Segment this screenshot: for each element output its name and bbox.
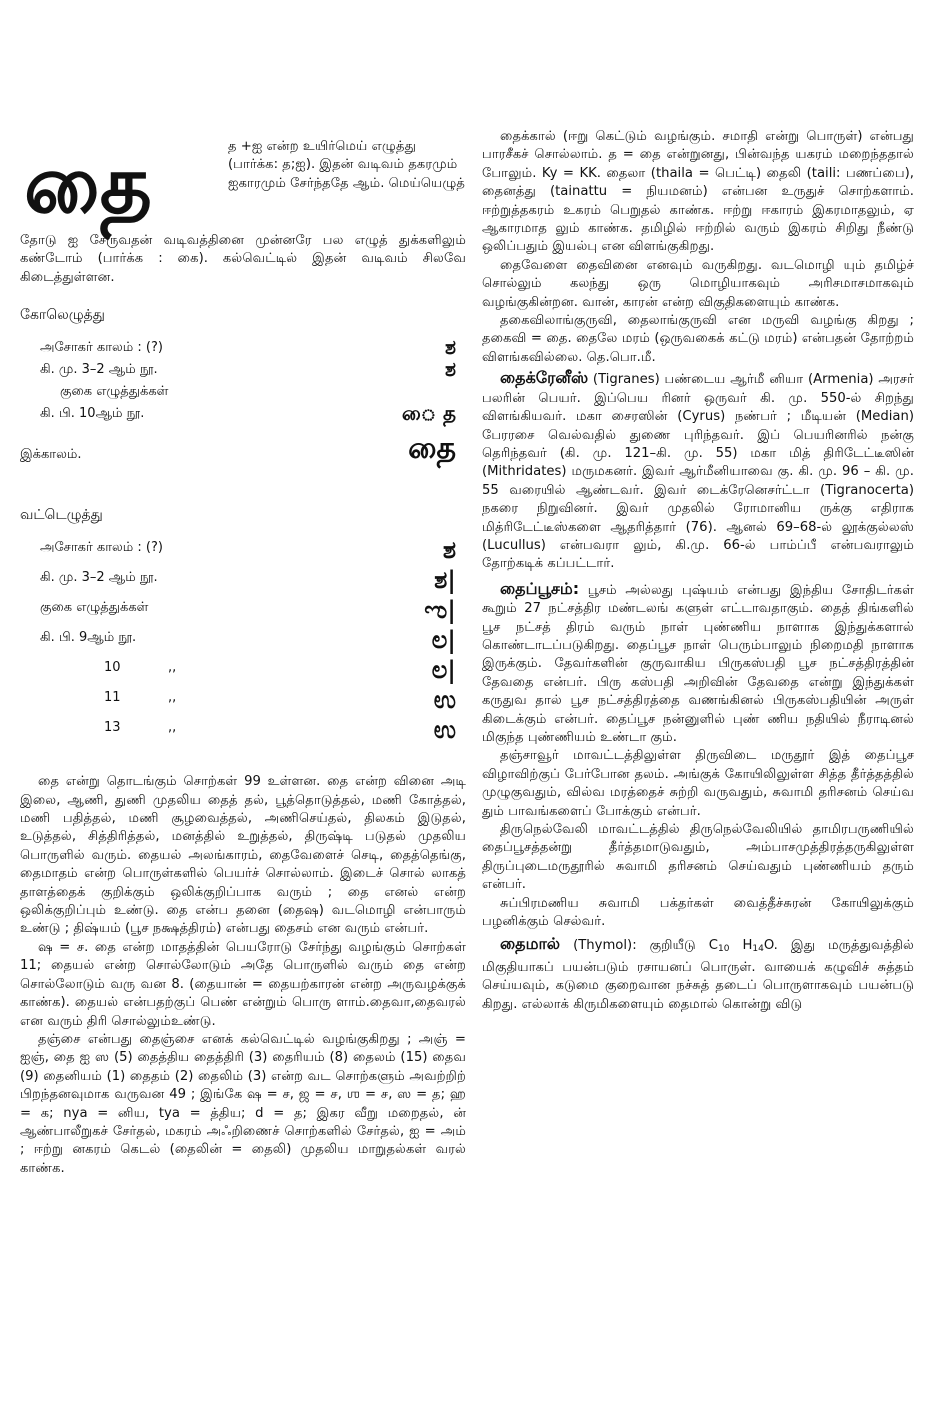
- vattu-row: [20, 687, 466, 717]
- script-glyph: ಶ: [445, 335, 456, 360]
- letter-entry: [20, 138, 466, 1178]
- subscript: 10: [717, 944, 730, 955]
- vattu-row-label: கி. மு. 3–2 ஆம் நூ.: [40, 570, 158, 586]
- entry-tigranes: [482, 369, 914, 573]
- kol-row-label: அசோகர் காலம் : (?): [40, 340, 163, 356]
- body-paragraph: சுப்பிரமணிய சுவாமி பக்தர்கள் வைத்தீச்சுரன் கோயிலுக்கும் பழனிக்கும் செல்வர்.: [482, 895, 914, 930]
- vattu-row: [20, 657, 466, 687]
- drop-cap-block: [20, 138, 466, 234]
- entry-heading: தைக்ரேனீஸ்: [500, 368, 589, 388]
- vattu-row: [20, 537, 466, 567]
- kol-row: [20, 403, 466, 425]
- body-paragraph: தைக்கால் (ஈறு கெட்டும் வழங்கும். சமாதி என்று பொருள்) என்பது பாரசீகச் சொல்லாம். த = தை என்றுனது, பின்வந்த யகரம் மறைந்ததால் போலும். Ky = KK. தைலா (thaila = பெட்டி) தைலி (taili: பணப்பை), தைனத்து (tainattu = நியமனம்) என்பன உருதுச் சொற்களாம். ஈற்றுத்தகரம் உகரம் பெறுதல் காண்க. ஈற்று ஈகாரம் இகரமாதலும், ஏ ஆகாரமாத லும் காண்க. தமிழில் ஈற்றில் வரும் இகரம் சிறிது நீண்டு ஒலிப்பதும் இயல்பு என விளங்குகிறது.: [482, 129, 914, 255]
- body-paragraph: தகைவிலாங்குருவி, தைலாங்குருவி என மருவி வழங்கு கிறது ; தகைவி = தை. தைலே மரம் (ஒருவகைக் கட்டு மரம்) என்பதன் தோற்றம் விளங்கவில்லை. தெ.பொ.மீ.: [482, 313, 914, 365]
- intro-continuation: தோடு ஐ சேருவதன் வடிவத்தினை முன்னரே பல எழுத் துக்களிலும் கண்டோம் (பார்க்க : கை). கல்வெட்டில் இதன் வடிவம் சிலவே கிடைத்துள்ளன.: [20, 233, 466, 285]
- modern-label: இக்காலம்.: [20, 447, 82, 463]
- intro-paragraph: த +ஐ என்ற உயிர்மெய் எழுத்து (பார்க்க: த;ஐ). இதன் வடிவம் தகரமும் ஐகாரமும் சேர்ந்ததே ஆம். மெய்யெழுத்: [228, 139, 466, 191]
- vattu-row: [20, 597, 466, 627]
- script-glyph: ಉ: [433, 715, 456, 745]
- kol-table: [20, 337, 466, 471]
- kol-row: [20, 359, 466, 381]
- script-glyph: ಌ|: [424, 595, 456, 625]
- entry-heading: தைமால்: [500, 934, 561, 954]
- body-paragraph: தஞ்சாவூர் மாவட்டத்திலுள்ள திருவிடை மருதூர் இத் தைப்பூச விழாவிற்குப் பேர்போன தலம். அங்குக் கோயிலிலுள்ள சித்த தீர்த்தத்தில் முழுகுவதும், வில்வ மரத்தைச் சுற்றி வருவதும், சுவாமி தரிசனம் செய்வ தும் பாவங்களைப் போக்கும் என்பர்.: [482, 748, 914, 819]
- vattu-table: [20, 537, 466, 747]
- script-glyph: ಶ|: [434, 565, 456, 595]
- body-paragraph: தைவேளை தைவினை எனவும் வருகிறது. வடமொழி யும் தமிழ்ச் சொல்லும் கலந்து ஒரு மொழியாகவும் அரிசமாசமாகவும் வழங்குகின்றன. வான், காரன் என்ற விகுதிகளையும் காண்க.: [482, 257, 914, 310]
- vattu-row: [20, 717, 466, 747]
- entry-text: பூசம் அல்லது புஷ்யம் என்பது இந்திய சோதிடர்கள் கூறும் 27 நட்சத்திர மண்டலங் களுள் எட்டாவதாகும். தைத் திங்களில் பூச நட்சத் திரம் வரும் நாள் புண்ணிய நாளாக இந்துக்களால் கொண்டாடப்படுகிறது. தைப்பூச நாள் பெரும்பாலும் நிறைமதி நாளாக இருக்கும். தேவர்களின் குருவாகிய பிருகஸ்பதி பூச நட்சத்திரத்தின் தேவதை என்பர். பிரு கஸ்பதி அறிவின் தேவதை என்று இந்துக்கள் கருதுவ தால் பூச நட்சத்திரத்தை வணங்கினல் பிருகஸ்பதியின் அருள் கிடைக்கும் என்பர். தைப்பூச நன்னுளில் புண் ணிய நதியில் நீராடினல் மிகுந்த புண்ணியம் உண்டா கும்.: [482, 582, 914, 745]
- body-paragraph: திருநெல்வேலி மாவட்டத்தில் திருநெல்வேலியில் தாமிரபருணியில் தைப்பூசத்தன்று தீர்த்தமாடுவதும், அம்பாசமுத்திரத்தருகிலுள்ள திருப்புடைமருதூரில் சுவாமி தரிசனம் செய்வதும் புண்ணியம் தரும் என்பர்.: [482, 822, 914, 893]
- century-number: 11: [104, 690, 121, 706]
- ditto-mark: ,,: [168, 690, 177, 706]
- vattu-row-label: அசோகர் காலம் : (?): [40, 540, 163, 556]
- entry-thaipoosam: [482, 580, 914, 748]
- kol-row: [20, 337, 466, 359]
- century-number: 13: [104, 720, 121, 736]
- drop-cap-text: [228, 138, 466, 193]
- entry-text: (Tigranes) பண்டைய ஆர்மீ னியா (Armenia) அரசர் பலரின் பெயர். இப்பெய ரினர் ஒருவர் கி. மு. 550-ல் சிறந்து விளங்கியவர். மகா சைரஸின் (Cyrus) நண்பர் ; மீடியன் (Median) பேரரசை வெல்வதில் துணை புரிந்தவர். இப் பெயரினரில் நன்கு தெரிந்தவர் (கி. மு. 121–கி. மு. 55) மகா மித் திரிடேட்டீஸின் (Mithridates) மருமகனர். இவர் ஆர்மீனியாவை கு. கி. மு. 96 – கி. மு. 55 வரையில் ஆண்டவர். இவர் டைக்ரேனெசர்ட்டா (Tigranocerta) நகரை நிறுவினர். இவர் முதலில் ரோமானிய ருக்கு எதிராக மித்ரிடேட்டீஸ்களை ஆதரித்தார் (76). ஆனல் 69–68-ல் லூக்குல்லஸ் (Lucullus) என்பவரா லும், கி.மு. 66-ல் பாம்ப்பீ என்பவராலும் தோற்கடிக் கப்பட்டார்.: [482, 372, 914, 572]
- script-glyph: ಲ|: [431, 625, 456, 655]
- script-glyph: ಉ: [433, 685, 456, 715]
- vattu-row: [20, 567, 466, 597]
- script-glyph: ಶ: [442, 535, 456, 565]
- kol-heading: கோலெழுத்து: [20, 307, 105, 324]
- vattu-row-label: குகை எழுத்துக்கள்: [40, 600, 149, 616]
- subscript: 14: [752, 944, 764, 955]
- body-paragraph: தை என்று தொடங்கும் சொற்கள் 99 உள்ளன. தை என்ற வினை அடி இலை, ஆணி, துணி முதலிய தைத் தல், பூத்தொடுத்தல், மணி கோத்தல், மணி பதித்தல், மணி சூழவைத்தல், அணிசெய்தல், திலகம் இடுதல், உடுத்தல், சித்திரித்தல், மனத்தில் உறுத்தல், திருஷ்டி படுதல் முதலிய பொருளில் வரும். தையல் அலங்காரம், தைவேளைச் செடி, தைத்தெங்கு, தைமாதம் என்ற பொருள்களில் பெயர்ச் சொல்லாம். இடைச் சொல் லாகத் தாளத்தைக் குறிக்கும் ஒலிக்குறிப்பாக வரும் ; தை எனல் என்ற ஒலிக்குறிப்பும் உண்டு. தை என்ப தனை (தைஷ) வடமொழி என்பாரும் உண்டு ; திஷ்யம் (பூச நக்ஷத்திரம்) என்பது தைசம் என வரும் என்பர்.: [20, 774, 466, 937]
- right-column: [482, 128, 914, 1014]
- entry-heading: தைப்பூசம்:: [500, 578, 580, 598]
- kol-row-label: கி. மு. 3–2 ஆம் நூ.: [40, 362, 158, 378]
- entry-text: H: [729, 938, 753, 954]
- left-body: [20, 773, 466, 1178]
- entry-text: O. இது மருத்துவத்தில் மிகுதியாகப் பயன்படும் ரசாயனப் பொருள். வாயைக் கழுவிச் சுத்தம் செய்யவும், கடுமை குறைவான நச்சுத் தடைப் பொருளாகவும் பயன்படு கிறது. எல்லாக் கிருமிகளையும் தைமால் கொன்று விடு: [482, 938, 915, 1012]
- kol-row: [20, 381, 466, 403]
- big-letter-glyph: தை: [24, 137, 148, 231]
- script-glyph: ಶ: [445, 357, 456, 382]
- ditto-mark: ,,: [168, 660, 177, 676]
- century-number: 10: [104, 660, 121, 676]
- vattu-row: [20, 627, 466, 657]
- script-glyph: ை த: [401, 401, 456, 426]
- entry-text: (Thymol): குறியீடு C: [560, 938, 718, 954]
- vattu-heading: வட்டெழுத்து: [20, 507, 103, 524]
- entry-thymol: [482, 935, 914, 1014]
- body-paragraph: தஞ்சை என்பது தைஞ்சை எனக் கல்வெட்டில் வழங்குகிறது ; அஞ் = ஐஞ், தை ஐ ஸ (5) தைத்திய தைத்திரி (3) தைரியம் (8) தைலம் (15) தைவ (9) தைனியம் (1) தைதம் (2) தைலிம் (3) என்ற வட சொற்களும் அவற்றிற் பிறந்தனவுமாக வருவன 49 ; இங்கே ஷ = ச, ஜ = ச, ஶ = ச, ஸ = த; ஹ = க; nya = னிய, tya = த்திய; d = த; இகர வீறு மறைதல், ன் ஆண்பாலீறுகச் சேர்தல், மகரம் அஃறிணைச் சொற்களில் சேர்தல், ஐ = அம் ; ஈற்று னகரம் கெடல் (தைலின் = தைலி) முதலிய மாறுதல்கள் வரல் காண்க.: [20, 1031, 466, 1176]
- script-glyph: ಲ|: [431, 655, 456, 685]
- body-paragraph: ஷ = ச. தை என்ற மாதத்தின் பெயரோடு சேர்ந்து வழங்கும் சொற்கள் 11; தையல் என்ற சொல்லோடும் அதே பொருளில் வரும் தை என்ற சொல்லோடும் வரு வன 8. (தையான் = தையற்காரன் என்ற அருவழக்குக் காண்க). தையல் என்பதற்குப் பெண் என்றும் பொரு ளாம்.தைவா,தைவரல் என வரும் திரி சொல்லும்உண்டு.: [20, 939, 466, 1029]
- kol-modern-row: [20, 431, 466, 471]
- modern-glyph: தை: [408, 431, 456, 467]
- vattu-row-label: கி. பி. 9ஆம் நூ.: [40, 630, 137, 646]
- ditto-mark: ,,: [168, 720, 177, 736]
- kol-row-label: கி. பி. 10ஆம் நூ.: [40, 406, 145, 422]
- kol-row-label: குகை எழுத்துக்கள்: [60, 384, 169, 400]
